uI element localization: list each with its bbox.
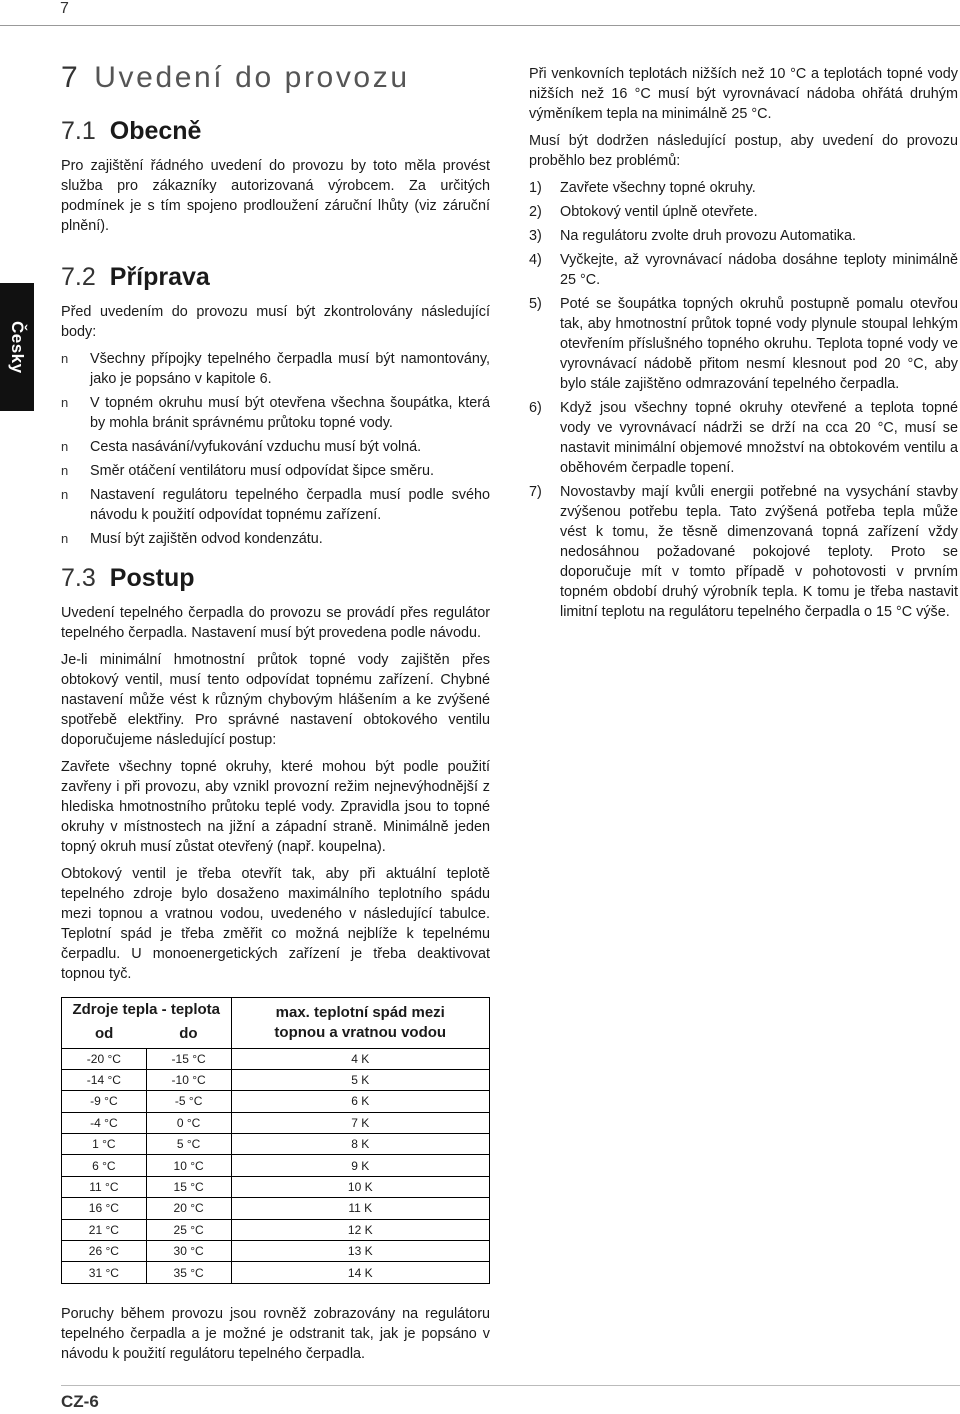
cell-spread: 14 K bbox=[231, 1262, 490, 1283]
cell-to: 30 °C bbox=[146, 1241, 231, 1262]
procedure-step bbox=[529, 250, 958, 290]
table-header-spread: max. teplotní spád mezi topnou a vratnou vodou bbox=[231, 998, 490, 1049]
list-item-text: V topném okruhu musí být otevřena všechna šoupátka, která by mohla bránit správnému průtoku topné vody. bbox=[90, 395, 490, 431]
table-row bbox=[62, 1176, 490, 1197]
step-number: 1) bbox=[529, 180, 542, 196]
list-item-text: Směr otáčení ventilátoru musí odpovídat šipce směru. bbox=[90, 463, 434, 479]
procedure-intro: Musí být dodržen následující postup, aby uvedení do provozu proběhlo bez problémů: bbox=[529, 133, 958, 169]
procedure-step bbox=[529, 226, 958, 246]
cell-spread: 8 K bbox=[231, 1134, 490, 1155]
list-item bbox=[61, 485, 490, 525]
temperature-spread-table bbox=[61, 997, 490, 1284]
cell-to: -15 °C bbox=[146, 1048, 231, 1069]
table-row bbox=[62, 1091, 490, 1112]
section-number: 7.1 bbox=[61, 117, 96, 145]
section-heading-obecne bbox=[61, 114, 490, 148]
cell-from: 31 °C bbox=[62, 1262, 147, 1283]
cell-spread: 12 K bbox=[231, 1219, 490, 1240]
cell-from: 6 °C bbox=[62, 1155, 147, 1176]
section-heading-priprava bbox=[61, 260, 490, 294]
cell-to: 10 °C bbox=[146, 1155, 231, 1176]
cell-from: -9 °C bbox=[62, 1091, 147, 1112]
left-column bbox=[61, 56, 490, 991]
faults-note: Poruchy během provozu jsou rovněž zobrazovány na regulátoru tepelného čerpadla a je možné je odstranit tak, jak je popsáno v návodu k použití regulátoru tepelného čerpadla. bbox=[61, 1306, 490, 1362]
cell-spread: 9 K bbox=[231, 1155, 490, 1176]
cell-from: 16 °C bbox=[62, 1198, 147, 1219]
cell-spread: 5 K bbox=[231, 1069, 490, 1090]
step-text: Na regulátoru zvolte druh provozu Automatika. bbox=[560, 228, 856, 244]
postup-paragraph: Uvedení tepelného čerpadla do provozu se provádí přes regulátor tepelného čerpadla. Nastavení musí být provedena podle návodu. bbox=[61, 605, 490, 641]
priprava-checklist bbox=[61, 349, 490, 549]
bullet-marker: n bbox=[61, 439, 69, 454]
cell-to: 15 °C bbox=[146, 1176, 231, 1197]
procedure-step bbox=[529, 178, 958, 198]
bullet-marker: n bbox=[61, 531, 69, 546]
section-heading-postup bbox=[61, 561, 490, 595]
cell-from: -4 °C bbox=[62, 1112, 147, 1133]
section-number: 7.3 bbox=[61, 564, 96, 592]
step-number: 7) bbox=[529, 484, 542, 500]
cell-to: 0 °C bbox=[146, 1112, 231, 1133]
table-row bbox=[62, 1134, 490, 1155]
cell-spread: 4 K bbox=[231, 1048, 490, 1069]
procedure-step bbox=[529, 482, 958, 622]
step-text: Když jsou všechny topné okruhy otevřené a teplota topné vody ve vyrovnávací nádrži se drží na cca 20 °C, musí se nastavit minimální objemové množství na obtokovém ventilu a oběhovém čerpadle topení. bbox=[560, 400, 958, 476]
step-text: Novostavby mají kvůli energii potřebné na vysychání stavby zvýšenou potřebu tepla. Tato zvýšená potřeba tepla může vést k tomu, že těsně dimenzovaná topná zařízení vždy nedosáhnou požadované pokojové teploty. Proto se doporučuje mít v tomto případě v pohotovosti v prvním topném období druhý výrobník tepla. K tomu je třeba nastavit limitní teplotu na regulátoru tepelného čerpadla o 15 °C výše. bbox=[560, 484, 958, 620]
language-tab-label: Česky bbox=[8, 320, 27, 374]
list-item-text: Všechny přípojky tepelného čerpadla musí být namontovány, jako je popsáno v kapitole 6. bbox=[90, 351, 490, 387]
list-item bbox=[61, 461, 490, 481]
list-item bbox=[61, 529, 490, 549]
table-row bbox=[62, 1198, 490, 1219]
chapter-title bbox=[61, 56, 490, 100]
table-row bbox=[62, 1241, 490, 1262]
section-number: 7.2 bbox=[61, 263, 96, 291]
cell-to: 25 °C bbox=[146, 1219, 231, 1240]
table-header-source: Zdroje tepla - teplota bbox=[62, 998, 232, 1021]
section-title: Příprava bbox=[109, 263, 210, 291]
cell-to: 20 °C bbox=[146, 1198, 231, 1219]
cell-spread: 7 K bbox=[231, 1112, 490, 1133]
cell-to: -5 °C bbox=[146, 1091, 231, 1112]
table-row bbox=[62, 1219, 490, 1240]
priprava-intro: Před uvedením do provozu musí být zkontrolovány následující body: bbox=[61, 304, 490, 340]
list-item-text: Musí být zajištěn odvod kondenzátu. bbox=[90, 531, 323, 547]
list-item-text: Nastavení regulátoru tepelného čerpadla musí podle svého návodu k použití odpovídat topnému zařízení. bbox=[90, 487, 490, 523]
step-text: Vyčkejte, až vyrovnávací nádoba dosáhne teploty minimálně 25 °C. bbox=[560, 252, 958, 288]
procedure-steps bbox=[529, 178, 958, 622]
postup-paragraph: Zavřete všechny topné okruhy, které mohou být podle použití zavřeny i při provozu, aby vznikl provozní režim nejnevýhodnější z hlediska hmotnostního průtoku teplé vody. Zpravidla jsou to topné okruhy v místnostech na jižní a západní straně. Minimálně jeden topný okruh musí zůstat otevřený (např. koupelna). bbox=[61, 759, 490, 855]
buffer-tank-note: Při venkovních teplotách nižších než 10 °C a teplotách topné vody nižších než 16 °C musí být vyrovnávací nádoba ohřátá druhým výměníkem tepla na minimálně 25 °C. bbox=[529, 66, 958, 122]
step-number: 2) bbox=[529, 204, 542, 220]
footer-page-code: CZ-6 bbox=[61, 1392, 99, 1411]
cell-from: 11 °C bbox=[62, 1176, 147, 1197]
step-text: Poté se šoupátka topných okruhů postupně pomalu otevřou tak, aby hmotnostní průtok topné vody plynule stoupal lehkým otevřením příslušného topného okruhu. Teplota topné vody ve vyrovnávací nádobě přitom nesmí klesnout pod 20 °C, aby bylo stále zajištěno odmrazování tepelného čerpadla. bbox=[560, 296, 958, 392]
postup-paragraph: Je-li minimální hmotnostní průtok topné vody zajištěn přes obtokový ventil, musí tento odpovídat topnému zařízení. Chybné nastavení může vést k různým chybovým hlášením a ke zvýšené spotřebě elektřiny. Pro správné nastavení obtokového ventilu doporučujeme následující postup: bbox=[61, 652, 490, 748]
page-number: 7 bbox=[60, 0, 69, 17]
cell-spread: 6 K bbox=[231, 1091, 490, 1112]
table-row bbox=[62, 1048, 490, 1069]
cell-to: 5 °C bbox=[146, 1134, 231, 1155]
section-title: Postup bbox=[109, 564, 195, 592]
step-number: 4) bbox=[529, 252, 542, 268]
procedure-step bbox=[529, 202, 958, 222]
table-row bbox=[62, 1112, 490, 1133]
cell-from: 21 °C bbox=[62, 1219, 147, 1240]
table-header-from: od bbox=[62, 1020, 147, 1048]
table-row bbox=[62, 1069, 490, 1090]
footer-divider bbox=[61, 1385, 960, 1386]
table-header-to: do bbox=[146, 1020, 231, 1048]
postup-paragraph: Obtokový ventil je třeba otevřít tak, aby při aktuální teplotě tepelného zdroje bylo dosaženo maximálního teplotního spádu mezi topnou a vratnou vodou, uvedeného v následující tabulce. Teplotní spád je třeba změřit co možná nejblíže k tepelnému čerpadlu. U monoenergetických zařízení je třeba deaktivovat topnou tyč. bbox=[61, 866, 490, 982]
cell-from: -14 °C bbox=[62, 1069, 147, 1090]
language-tab bbox=[0, 283, 34, 411]
right-column bbox=[529, 64, 958, 626]
list-item bbox=[61, 437, 490, 457]
cell-to: -10 °C bbox=[146, 1069, 231, 1090]
step-number: 6) bbox=[529, 400, 542, 416]
bullet-marker: n bbox=[61, 487, 69, 502]
section-title: Obecně bbox=[109, 117, 202, 145]
list-item-text: Cesta nasávání/vyfukování vzduchu musí být volná. bbox=[90, 439, 422, 455]
step-text: Zavřete všechny topné okruhy. bbox=[560, 180, 756, 196]
step-text: Obtokový ventil úplně otevřete. bbox=[560, 204, 758, 220]
procedure-step bbox=[529, 294, 958, 394]
step-number: 5) bbox=[529, 296, 542, 312]
obecne-paragraph: Pro zajištění řádného uvedení do provozu by toto měla provést služba pro zákazníky autorizovaná výrobcem. Za určitých podmínek je s tím spojeno prodloužení záruční lhůty (viz záruční plnění). bbox=[61, 158, 490, 234]
chapter-number: 7 bbox=[61, 61, 81, 94]
procedure-step bbox=[529, 398, 958, 478]
list-item bbox=[61, 349, 490, 389]
cell-from: -20 °C bbox=[62, 1048, 147, 1069]
chapter-title-text: Uvedení do provozu bbox=[94, 61, 410, 94]
cell-spread: 10 K bbox=[231, 1176, 490, 1197]
header-divider bbox=[0, 25, 960, 26]
table-row bbox=[62, 1155, 490, 1176]
list-item bbox=[61, 393, 490, 433]
cell-from: 1 °C bbox=[62, 1134, 147, 1155]
bullet-marker: n bbox=[61, 395, 69, 410]
bullet-marker: n bbox=[61, 351, 69, 366]
cell-from: 26 °C bbox=[62, 1241, 147, 1262]
cell-to: 35 °C bbox=[146, 1262, 231, 1283]
step-number: 3) bbox=[529, 228, 542, 244]
cell-spread: 11 K bbox=[231, 1198, 490, 1219]
cell-spread: 13 K bbox=[231, 1241, 490, 1262]
bullet-marker: n bbox=[61, 463, 69, 478]
table-row bbox=[62, 1262, 490, 1283]
